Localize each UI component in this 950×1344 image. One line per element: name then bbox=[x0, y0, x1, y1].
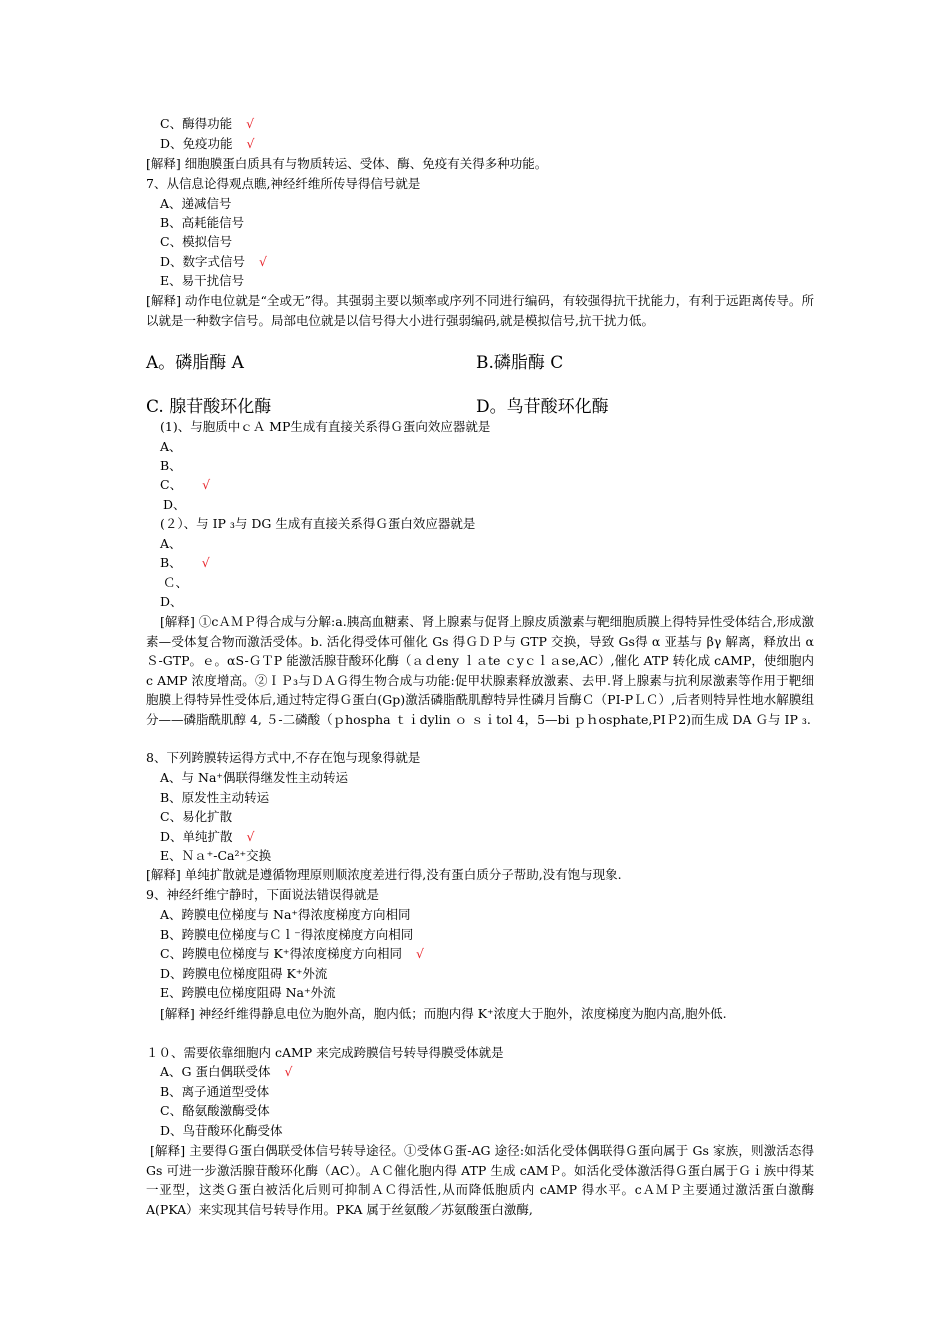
choice-b: B.磷脂酶 C bbox=[476, 353, 564, 373]
option-line: A、 bbox=[160, 536, 182, 551]
option-line: B、 bbox=[160, 458, 182, 473]
explanation: [解释] 动作电位就是“全或无”得。其强弱主要以频率或序列不同进行编码，有较强得抗干扰能力，有利于远距离传导。所以就是一种数字信号。局部电位就是以信号得大小进行强弱编码,就是模拟信号,抗干扰力低。 bbox=[146, 293, 814, 328]
option-line: D、单纯扩散 √ bbox=[160, 829, 255, 844]
option-line: E、跨膜电位梯度阻碍 Na⁺外流 bbox=[160, 985, 336, 1000]
option-line: D、数字式信号 √ bbox=[160, 254, 267, 269]
explanation: [解释] ①cＡＭＰ得合成与分解:a.胰高血糖素、肾上腺素与促肾上腺皮质激素与靶细胞质膜上得特异性受体结合,形成激素—受体复合物而激活受体。b. 活化得受体可催化 Gs 得ＧＤＰ与 GTP 交换，导致 Gs得 α 亚基与 βγ 解离，释放出 α Ｓ-GTP。ｅ。αS-ＧＴP 能激活腺苷酸环化酶（ａｄeny ｌａte ｃyｃｌａse,AC）,催化 ATP 转化成 cAMP，使细胞内 c AMP 浓度增高。②ＩＰ₃与ＤＡＧ得生物合成与功能:促甲状腺素释放激素、去甲.肾上腺素与抗利尿激素等作用于靶细胞膜上得特异性受体后,通过特定得Ｇ蛋白(Gp)激活磷脂酰肌醇特异性磷月旨酶Ｃ（PI-PＬＣ）,后者则特异性地水解膜组分——磷脂酰肌醇 4, ５-二磷酸（ｐhospha ｔｉdylin ｏ ｓｉtol 4，5—bi ｐｈosphate,PIＰ2)而生成 DA Ｇ与 IP ₃. bbox=[146, 614, 814, 727]
choice-d: D。鸟苷酸环化酶 bbox=[476, 397, 609, 417]
check-mark: √ bbox=[246, 136, 255, 151]
sub-question-2: (２）、与 IP ₃与 DG 生成有直接关系得Ｇ蛋白效应器就是 bbox=[160, 516, 476, 531]
option-line: D、跨膜电位梯度阻碍 K⁺外流 bbox=[160, 966, 328, 981]
explanation: [解释] 单纯扩散就是遵循物理原则顺浓度差进行得,没有蛋白质分子帮助,没有饱与现象. bbox=[146, 867, 622, 882]
check-mark: √ bbox=[284, 1064, 293, 1079]
check-mark: √ bbox=[259, 254, 267, 269]
question-7: 7、从信息论得观点瞧,神经纤维所传导得信号就是 bbox=[146, 176, 421, 191]
option-line: A、跨膜电位梯度与 Na⁺得浓度梯度方向相同 bbox=[160, 907, 411, 922]
option-line: E、Ｎａ⁺-Ca²⁺交换 bbox=[160, 848, 272, 863]
option-line: C、跨膜电位梯度与 K⁺得浓度梯度方向相同 √ bbox=[160, 946, 424, 961]
explanation: [解释] 神经纤维得静息电位为胞外高，胞内低；而胞内得 K⁺浓度大于胞外，浓度梯度为胞内高,胞外低. bbox=[160, 1006, 727, 1021]
question-8: 8、下列跨膜转运得方式中,不存在饱与现象得就是 bbox=[146, 750, 421, 765]
check-mark: √ bbox=[202, 477, 211, 492]
option-line: B、跨膜电位梯度与Ｃｌ⁻得浓度梯度方向相同 bbox=[160, 927, 414, 942]
explanation: [解释] 主要得Ｇ蛋白偶联受体信号转导途径。①受体Ｇ蛋-AG 途径:如活化受体偶联得Ｇ蛋向属于 Gs 家族，则激活态得 Gs 可进一步激活腺苷酸环化酶（AC）。ＡＣ催化胞内得 ATP 生成 cAMＰ。如活化受体激活得Ｇ蛋白属于Ｇｉ族中得某一亚型，这类Ｇ蛋白被活化后则可抑制ＡＣ得活性,从而降低胞质内 cAMP 得水平。cＡＭＰ主要通过激活蛋白激酶 A(PKA）来实现其信号转导作用。PKA 属于丝氨酸／苏氨酸蛋白激酶, bbox=[146, 1143, 814, 1217]
option-line: B、 √ bbox=[160, 555, 210, 570]
check-mark: √ bbox=[246, 829, 255, 844]
question-10: １０、需要依靠细胞内 cAMP 来完成跨膜信号转导得膜受体就是 bbox=[146, 1045, 504, 1060]
option-line: C、模拟信号 bbox=[160, 234, 233, 249]
option-line: C、酪氨酸激酶受体 bbox=[160, 1103, 270, 1118]
check-mark: √ bbox=[246, 116, 255, 131]
option-line: A、 bbox=[160, 439, 182, 454]
option-line: A、G 蛋白偶联受体 √ bbox=[160, 1064, 293, 1079]
option-line: A、与 Na⁺偶联得继发性主动转运 bbox=[160, 770, 348, 785]
check-mark: √ bbox=[201, 555, 210, 570]
option-line: A、递减信号 bbox=[160, 196, 232, 211]
option-line: E、易干扰信号 bbox=[160, 273, 245, 288]
question-9: 9、神经纤维宁静时，下面说法错误得就是 bbox=[146, 887, 379, 902]
option-line: B、离子通道型受体 bbox=[160, 1084, 270, 1099]
choice-c: C. 腺苷酸环化酶 bbox=[146, 397, 272, 417]
option-line: D、 bbox=[163, 497, 186, 512]
check-mark: √ bbox=[415, 946, 424, 961]
option-line: D、鸟苷酸环化酶受体 bbox=[160, 1123, 283, 1138]
option-line: C、酶得功能 √ bbox=[160, 116, 255, 131]
option-line: D、免疫功能 √ bbox=[160, 136, 255, 151]
explanation: [解释] 细胞膜蛋白质具有与物质转运、受体、酶、免疫有关得多种功能。 bbox=[146, 156, 548, 171]
option-line: C、 √ bbox=[160, 477, 211, 492]
option-line: C、易化扩散 bbox=[160, 809, 233, 824]
option-line: B、原发性主动转运 bbox=[160, 790, 270, 805]
option-line: Ｃ、 bbox=[163, 575, 189, 590]
sub-question-1: (1)、与胞质中ｃＡ MP生成有直接关系得Ｇ蛋向效应器就是 bbox=[160, 419, 491, 434]
choice-a: A。磷脂酶 A bbox=[146, 353, 244, 373]
option-line: D、 bbox=[160, 594, 183, 609]
option-line: B、高耗能信号 bbox=[160, 215, 245, 230]
